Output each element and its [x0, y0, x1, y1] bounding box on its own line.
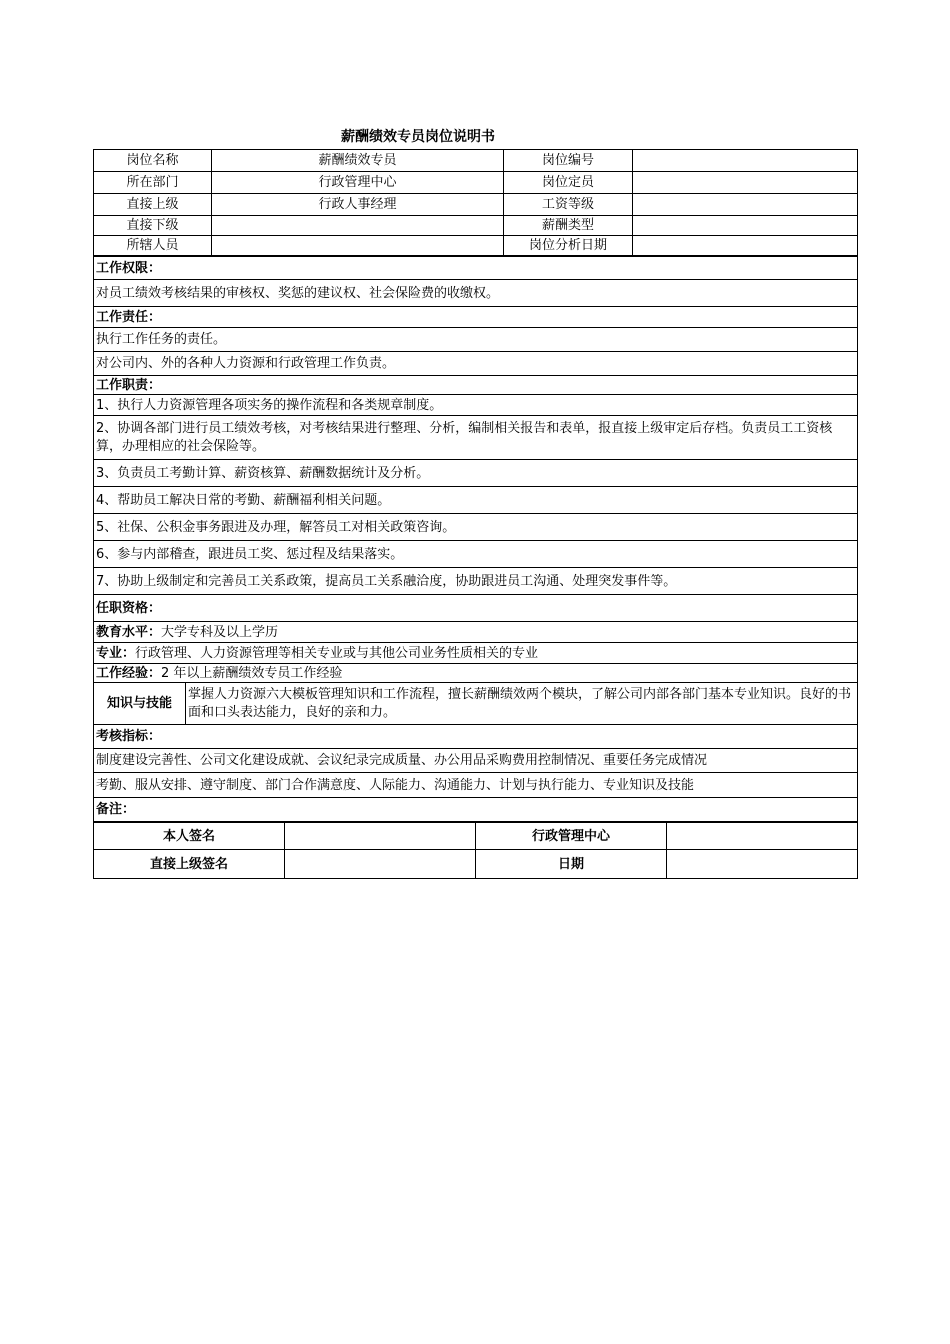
experience-value: 2 年以上薪酬绩效专员工作经验 — [161, 665, 343, 681]
skills-label: 知识与技能 — [94, 683, 186, 725]
duties-heading: 工作职责： — [94, 376, 858, 395]
experience-label: 工作经验： — [96, 665, 162, 681]
headcount-value — [633, 172, 858, 194]
responsibility-heading: 工作责任： — [94, 307, 858, 328]
direct-superior-value: 行政人事经理 — [212, 194, 504, 216]
direct-superior-label: 直接上级 — [94, 194, 212, 216]
authority-text: 对员工绩效考核结果的审核权、奖惩的建议权、社会保险费的收缴权。 — [94, 280, 858, 307]
admin-center-label: 行政管理中心 — [476, 823, 667, 850]
signature-table — [93, 822, 858, 879]
self-signature-label: 本人签名 — [94, 823, 285, 850]
kpi-item: 考勤、服从安排、遵守制度、部门合作满意度、人际能力、沟通能力、计划与执行能力、专业知识及技能 — [94, 773, 858, 798]
kpi-item: 制度建设完善性、公司文化建设成就、会议纪录完成质量、办公用品采购费用控制情况、重要任务完成情况 — [94, 749, 858, 773]
education-value: 大学专科及以上学历 — [161, 624, 279, 640]
date-label: 日期 — [476, 850, 667, 879]
duty-item: 1、执行人力资源管理各项实务的操作流程和各类规章制度。 — [94, 395, 858, 416]
basic-info-table — [93, 149, 858, 256]
direct-subordinate-label: 直接下级 — [94, 216, 212, 236]
salary-type-label: 薪酬类型 — [504, 216, 633, 236]
salary-grade-value — [633, 194, 858, 216]
self-signature-field[interactable] — [285, 823, 476, 850]
kpi-heading: 考核指标： — [94, 725, 858, 749]
salary-type-value — [633, 216, 858, 236]
experience-row — [94, 664, 858, 683]
qualifications-heading: 任职资格： — [94, 595, 858, 622]
salary-grade-label: 工资等级 — [504, 194, 633, 216]
department-label: 所在部门 — [94, 172, 212, 194]
duty-item: 2、协调各部门进行员工绩效考核，对考核结果进行整理、分析，编制相关报告和表单，报直接上级审定后存档。负责员工工资核算，办理相应的社会保险等。 — [94, 416, 858, 460]
major-value: 行政管理、人力资源管理等相关专业或与其他公司业务性质相关的专业 — [135, 645, 539, 661]
authority-heading: 工作权限： — [94, 257, 858, 280]
remarks-heading: 备注： — [94, 798, 858, 822]
supervisor-signature-field[interactable] — [285, 850, 476, 879]
staff-label: 所辖人员 — [94, 236, 212, 256]
duty-item: 7、协助上级制定和完善员工关系政策，提高员工关系融洽度，协助跟进员工沟通、处理突发事件等。 — [94, 568, 858, 595]
education-row — [94, 622, 858, 643]
direct-subordinate-value — [212, 216, 504, 236]
skills-value: 掌握人力资源六大模板管理知识和工作流程，擅长薪酬绩效两个模块，了解公司内部各部门基本专业知识。良好的书面和口头表达能力，良好的亲和力。 — [186, 683, 858, 725]
job-description-form — [93, 149, 857, 879]
position-name-value: 薪酬绩效专员 — [212, 150, 504, 172]
responsibility-item: 对公司内、外的各种人力资源和行政管理工作负责。 — [94, 352, 858, 376]
headcount-label: 岗位定员 — [504, 172, 633, 194]
date-field[interactable] — [667, 850, 858, 879]
staff-value — [212, 236, 504, 256]
responsibility-item: 执行工作任务的责任。 — [94, 328, 858, 352]
duty-item: 4、帮助员工解决日常的考勤、薪酬福利相关问题。 — [94, 487, 858, 514]
document-title: 薪酬绩效专员岗位说明书 — [341, 129, 495, 145]
analysis-date-value — [633, 236, 858, 256]
major-row — [94, 643, 858, 664]
supervisor-signature-label: 直接上级签名 — [94, 850, 285, 879]
duty-item: 6、参与内部稽查，跟进员工奖、惩过程及结果落实。 — [94, 541, 858, 568]
duty-item: 3、负责员工考勤计算、薪资核算、薪酬数据统计及分析。 — [94, 460, 858, 487]
analysis-date-label: 岗位分析日期 — [504, 236, 633, 256]
admin-center-field[interactable] — [667, 823, 858, 850]
position-code-value — [633, 150, 858, 172]
department-value: 行政管理中心 — [212, 172, 504, 194]
major-label: 专业： — [96, 645, 136, 661]
position-name-label: 岗位名称 — [94, 150, 212, 172]
body-table — [93, 256, 858, 822]
duty-item: 5、社保、公积金事务跟进及办理，解答员工对相关政策咨询。 — [94, 514, 858, 541]
education-label: 教育水平： — [96, 624, 162, 640]
position-code-label: 岗位编号 — [504, 150, 633, 172]
